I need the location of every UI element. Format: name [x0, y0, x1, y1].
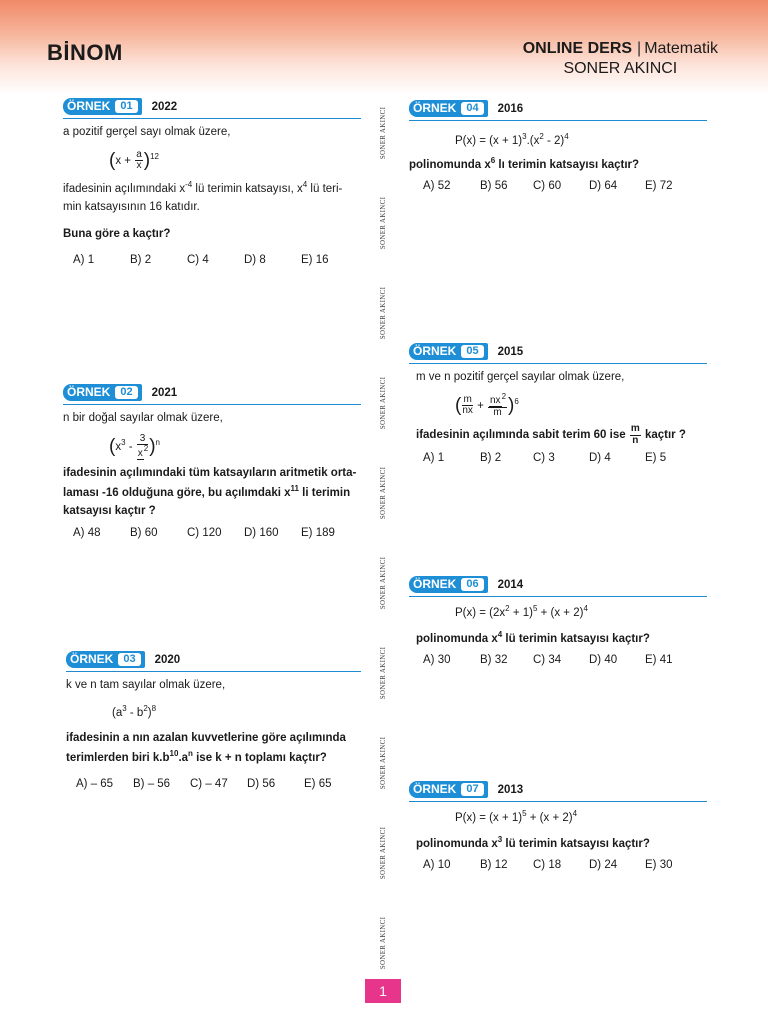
example-header [409, 343, 707, 364]
example-badge: ÖRNEK 06 [409, 576, 488, 593]
option-a[interactable]: A) 52 [423, 180, 451, 193]
option-c[interactable]: C) 3 [533, 452, 555, 465]
example-05 [409, 343, 707, 468]
option-e[interactable]: E) 65 [304, 777, 332, 790]
example-header [409, 781, 707, 802]
example-question: Buna göre a kaçtır? [63, 227, 171, 240]
option-d[interactable]: D) 40 [589, 654, 618, 667]
example-question: polinomunda $x^6$ lı terimin katsayısı kaçtır? [409, 155, 640, 171]
option-e[interactable]: E) 30 [645, 859, 673, 872]
option-a[interactable]: A) – 65 [76, 777, 114, 790]
side-watermark: SONER AKINCI [379, 106, 387, 160]
answer-options [409, 857, 707, 875]
formula-fraction: $\frac{nx^2}{m}$ [490, 391, 507, 418]
example-formula: $P(x) = (2x^2 + 1)^5 + (x + 2)^4$ [455, 604, 588, 619]
example-intro: m ve n pozitif gerçel sayılar olmak üzere, [416, 371, 625, 383]
side-watermark: SONER AKINCI [379, 826, 387, 880]
header-course-line [523, 40, 718, 58]
course-label: ONLINE DERS [522, 40, 633, 57]
example-header [63, 98, 361, 119]
example-number: 03 [118, 653, 140, 666]
example-statement: ifadesinin açılımındaki $x^{-4}$ lü terimin katsayısı, $x^4$ lü teri- min katsayısının 16 katıdır. [63, 180, 343, 213]
example-number: 06 [461, 578, 483, 591]
answer-options [409, 178, 707, 196]
formula-exponent: n [155, 437, 160, 447]
option-e[interactable]: E) 5 [645, 452, 667, 465]
example-header [409, 100, 707, 121]
example-number: 01 [115, 100, 137, 113]
option-d[interactable]: D) 4 [589, 452, 611, 465]
side-watermark: SONER AKINCI [379, 736, 387, 790]
option-c[interactable]: C) – 47 [190, 777, 228, 790]
question-fraction: $\frac{m}{n}$ [630, 423, 640, 446]
subject-label: Matematik [644, 40, 718, 57]
example-formula: (x + $\frac{a}{x}$ )$^{12}$ [109, 148, 159, 172]
example-question: ifadesinin a nın azalan kuvvetlerine göre açılımında terimlerden biri $k.b^{10}.a^n$ ise k + n toplamı kaçtır? [66, 732, 346, 765]
side-watermark: SONER AKINCI [379, 466, 387, 520]
badge-label: ÖRNEK [67, 99, 111, 114]
example-question: polinomunda $x^4$ lü terimin katsayısı kaçtır? [416, 629, 650, 645]
example-badge: ÖRNEK 02 [63, 384, 142, 401]
option-a[interactable]: A) 10 [423, 859, 451, 872]
option-a[interactable]: A) 1 [73, 253, 95, 266]
option-e[interactable]: E) 72 [645, 180, 673, 193]
answer-options [63, 525, 361, 543]
example-badge: ÖRNEK 04 [409, 100, 488, 117]
example-question: ifadesinin açılımındaki tüm katsayıların aritmetik orta- laması -16 olduğuna göre, bu açılımdaki $x^{11}$ li terimin katsayısı kaçtır ? [63, 467, 357, 517]
example-01 [63, 98, 361, 269]
example-number: 05 [461, 345, 483, 358]
example-formula: ( $\frac{m}{nx}$ + $\frac{nx^2}{m}$ )$^6$ [455, 391, 519, 418]
example-03 [66, 651, 361, 794]
option-b[interactable]: B) 32 [480, 654, 508, 667]
option-e[interactable]: E) 41 [645, 654, 673, 667]
example-formula: $P(x) = (x + 1)^5 + (x + 2)^4$ [455, 809, 578, 824]
side-watermark: SONER AKINCI [379, 646, 387, 700]
example-badge: ÖRNEK 07 [409, 781, 488, 798]
formula-exponent: 6 [514, 396, 519, 406]
brand-logo: BİNOM [47, 40, 123, 65]
option-d[interactable]: D) 8 [244, 253, 266, 266]
option-a[interactable]: A) 1 [423, 452, 445, 465]
example-year: 2013 [497, 784, 524, 797]
side-watermark: SONER AKINCI [379, 376, 387, 430]
option-a[interactable]: A) 30 [423, 654, 451, 667]
example-header [63, 384, 361, 405]
example-year: 2014 [497, 579, 524, 592]
formula-fraction: $\frac{m}{nx}$ [462, 393, 473, 417]
option-b[interactable]: B) 56 [480, 180, 508, 193]
formula-fraction: $\frac{a}{x}$ [136, 148, 142, 172]
example-number: 07 [461, 783, 483, 796]
example-04 [409, 100, 707, 196]
answer-options [66, 776, 361, 794]
option-c[interactable]: C) 60 [533, 180, 562, 193]
example-formula: $P(x) = (x + 1)^3.(x^2 - 2)^4$ [455, 132, 569, 147]
header-separator: | [637, 40, 642, 57]
formula-exponent: 12 [150, 151, 159, 161]
header-info [523, 40, 718, 78]
example-question: ifadesinin açılımında sabit terim 60 ise $\frac{m}{n}$ kaçtır ? [416, 423, 686, 446]
option-b[interactable]: B) 12 [480, 859, 508, 872]
option-c[interactable]: C) 34 [533, 654, 562, 667]
answer-options [63, 252, 361, 270]
option-b[interactable]: B) 2 [480, 452, 502, 465]
option-e[interactable]: E) 189 [301, 526, 335, 539]
option-d[interactable]: D) 24 [589, 859, 618, 872]
side-watermark: SONER AKINCI [379, 556, 387, 610]
example-formula: $(a^3 - b^2)^8$ [112, 703, 157, 719]
formula-part: x + [115, 154, 135, 167]
example-06 [409, 576, 707, 670]
example-year: 2022 [151, 101, 178, 114]
option-b[interactable]: B) 2 [130, 253, 152, 266]
example-question: polinomunda $x^3$ lü terimin katsayısı kaçtır? [416, 834, 650, 850]
example-header [66, 651, 361, 672]
example-year: 2020 [154, 654, 181, 667]
option-a[interactable]: A) 48 [73, 526, 101, 539]
example-year: 2015 [497, 346, 524, 359]
option-d[interactable]: D) 56 [247, 777, 276, 790]
option-d[interactable]: D) 64 [589, 180, 618, 193]
option-c[interactable]: C) 120 [187, 526, 222, 539]
example-intro: a pozitif gerçel sayı olmak üzere, [63, 126, 231, 138]
example-badge: ÖRNEK 05 [409, 343, 488, 360]
example-number: 04 [461, 102, 483, 115]
answer-options [409, 652, 707, 670]
formula-fraction: $\frac{3}{x^2}$ [137, 432, 149, 459]
example-02 [63, 384, 361, 542]
example-number: 02 [115, 386, 137, 399]
example-intro: k ve n tam sayılar olmak üzere, [66, 679, 226, 691]
option-b[interactable]: B) 60 [130, 526, 158, 539]
option-d[interactable]: D) 160 [244, 526, 279, 539]
example-badge: ÖRNEK 03 [66, 651, 145, 668]
answer-options [409, 450, 707, 468]
author-name: SONER AKINCI [563, 60, 678, 77]
option-b[interactable]: B) – 56 [133, 777, 171, 790]
example-year: 2021 [151, 387, 178, 400]
example-formula: ($x^3$ - $\frac{3}{x^2}$ )$^n$ [109, 432, 160, 459]
option-e[interactable]: E) 16 [301, 253, 329, 266]
example-badge [63, 98, 142, 115]
side-watermark: SONER AKINCI [379, 196, 387, 250]
option-c[interactable]: C) 18 [533, 859, 562, 872]
side-watermark: SONER AKINCI [379, 916, 387, 970]
option-c[interactable]: C) 4 [187, 253, 209, 266]
example-07 [409, 781, 707, 875]
page-number: 1 [365, 979, 401, 1003]
example-header [409, 576, 707, 597]
example-intro: n bir doğal sayılar olmak üzere, [63, 412, 223, 424]
side-watermark: SONER AKINCI [379, 286, 387, 340]
example-year: 2016 [497, 103, 524, 116]
